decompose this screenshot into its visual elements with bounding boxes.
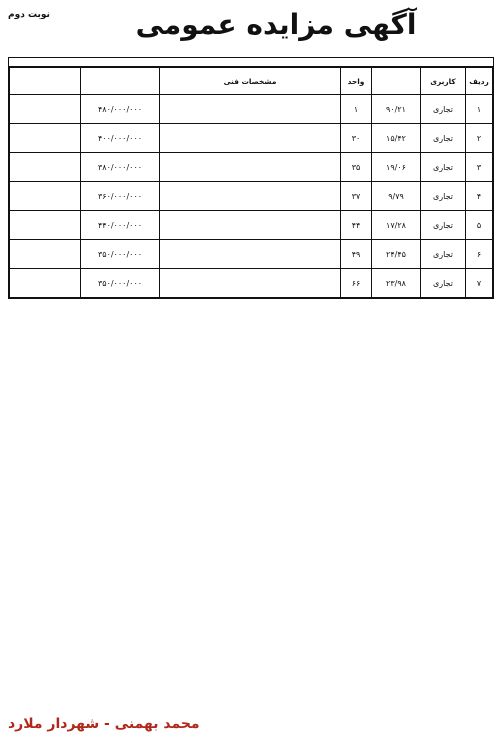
cell-price: ۳۵۰/۰۰۰/۰۰۰ bbox=[81, 240, 160, 269]
cell-guarantee bbox=[10, 153, 81, 182]
table-body bbox=[10, 95, 493, 298]
cell-vahed: ۴۴ bbox=[341, 211, 372, 240]
cell-radif: ۶ bbox=[466, 240, 493, 269]
signature: محمد بهمنی - شهردار ملارد bbox=[8, 716, 200, 732]
headline: آگهی مزایده عمومی bbox=[135, 8, 417, 41]
intro-block bbox=[8, 49, 494, 51]
cell-vahed: ۳۵ bbox=[341, 153, 372, 182]
table-row bbox=[10, 182, 493, 211]
col-header-radif: ردیف bbox=[466, 68, 493, 95]
cell-specs bbox=[160, 182, 341, 211]
cell-specs bbox=[160, 124, 341, 153]
cell-guarantee bbox=[10, 124, 81, 153]
cell-guarantee bbox=[10, 95, 81, 124]
cell-vahed: ۱ bbox=[341, 95, 372, 124]
cell-karbari: تجاری bbox=[421, 153, 466, 182]
units-table bbox=[9, 67, 493, 298]
cell-price: ۳۶۰/۰۰۰/۰۰۰ bbox=[81, 182, 160, 211]
cell-guarantee bbox=[10, 182, 81, 211]
cell-price: ۳۸۰/۰۰۰/۰۰۰ bbox=[81, 153, 160, 182]
cell-price: ۳۵۰/۰۰۰/۰۰۰ bbox=[81, 269, 160, 298]
table-row bbox=[10, 153, 493, 182]
col-header-vahed: واحد bbox=[341, 68, 372, 95]
cell-vahed: ۳۰ bbox=[341, 124, 372, 153]
col-header-specs: مشخصات فنی bbox=[160, 68, 341, 95]
cell-vahed: ۳۷ bbox=[341, 182, 372, 211]
cell-radif: ۵ bbox=[466, 211, 493, 240]
cell-guarantee bbox=[10, 211, 81, 240]
cell-masahat: ۱۹/۰۶ bbox=[372, 153, 421, 182]
cell-specs bbox=[160, 211, 341, 240]
turn-label: نوبت دوم bbox=[8, 10, 50, 20]
cell-karbari: تجاری bbox=[421, 182, 466, 211]
cell-karbari: تجاری bbox=[421, 124, 466, 153]
table-row bbox=[10, 211, 493, 240]
header-row bbox=[8, 6, 494, 46]
table-title bbox=[9, 58, 493, 67]
cell-masahat: ۱۵/۴۲ bbox=[372, 124, 421, 153]
cell-radif: ۲ bbox=[466, 124, 493, 153]
table-row bbox=[10, 124, 493, 153]
cell-guarantee bbox=[10, 269, 81, 298]
cell-karbari: تجاری bbox=[421, 211, 466, 240]
units-table-box bbox=[8, 57, 494, 299]
cell-karbari: تجاری bbox=[421, 240, 466, 269]
table-row bbox=[10, 95, 493, 124]
cell-radif: ۳ bbox=[466, 153, 493, 182]
cell-specs bbox=[160, 269, 341, 298]
cell-vahed: ۶۶ bbox=[341, 269, 372, 298]
cell-price: ۴۰۰/۰۰۰/۰۰۰ bbox=[81, 124, 160, 153]
cell-specs bbox=[160, 240, 341, 269]
cell-specs bbox=[160, 95, 341, 124]
col-header-guarantee bbox=[10, 68, 81, 95]
cell-masahat: ۹۰/۲۱ bbox=[372, 95, 421, 124]
table-header-row bbox=[10, 68, 493, 95]
cell-masahat: ۹/۷۹ bbox=[372, 182, 421, 211]
cell-guarantee bbox=[10, 240, 81, 269]
cell-masahat: ۱۷/۲۸ bbox=[372, 211, 421, 240]
cell-price: ۴۸۰/۰۰۰/۰۰۰ bbox=[81, 95, 160, 124]
cell-radif: ۱ bbox=[466, 95, 493, 124]
table-row bbox=[10, 269, 493, 298]
cell-price: ۴۴۰/۰۰۰/۰۰۰ bbox=[81, 211, 160, 240]
cell-masahat: ۲۴/۴۵ bbox=[372, 240, 421, 269]
cell-karbari: تجاری bbox=[421, 269, 466, 298]
col-header-price bbox=[81, 68, 160, 95]
table-row bbox=[10, 240, 493, 269]
cell-vahed: ۴۹ bbox=[341, 240, 372, 269]
cell-masahat: ۲۳/۹۸ bbox=[372, 269, 421, 298]
col-header-masahat bbox=[372, 68, 421, 95]
cell-specs bbox=[160, 153, 341, 182]
col-header-karbari: کاربری bbox=[421, 68, 466, 95]
cell-radif: ۷ bbox=[466, 269, 493, 298]
cell-karbari: تجاری bbox=[421, 95, 466, 124]
cell-radif: ۴ bbox=[466, 182, 493, 211]
